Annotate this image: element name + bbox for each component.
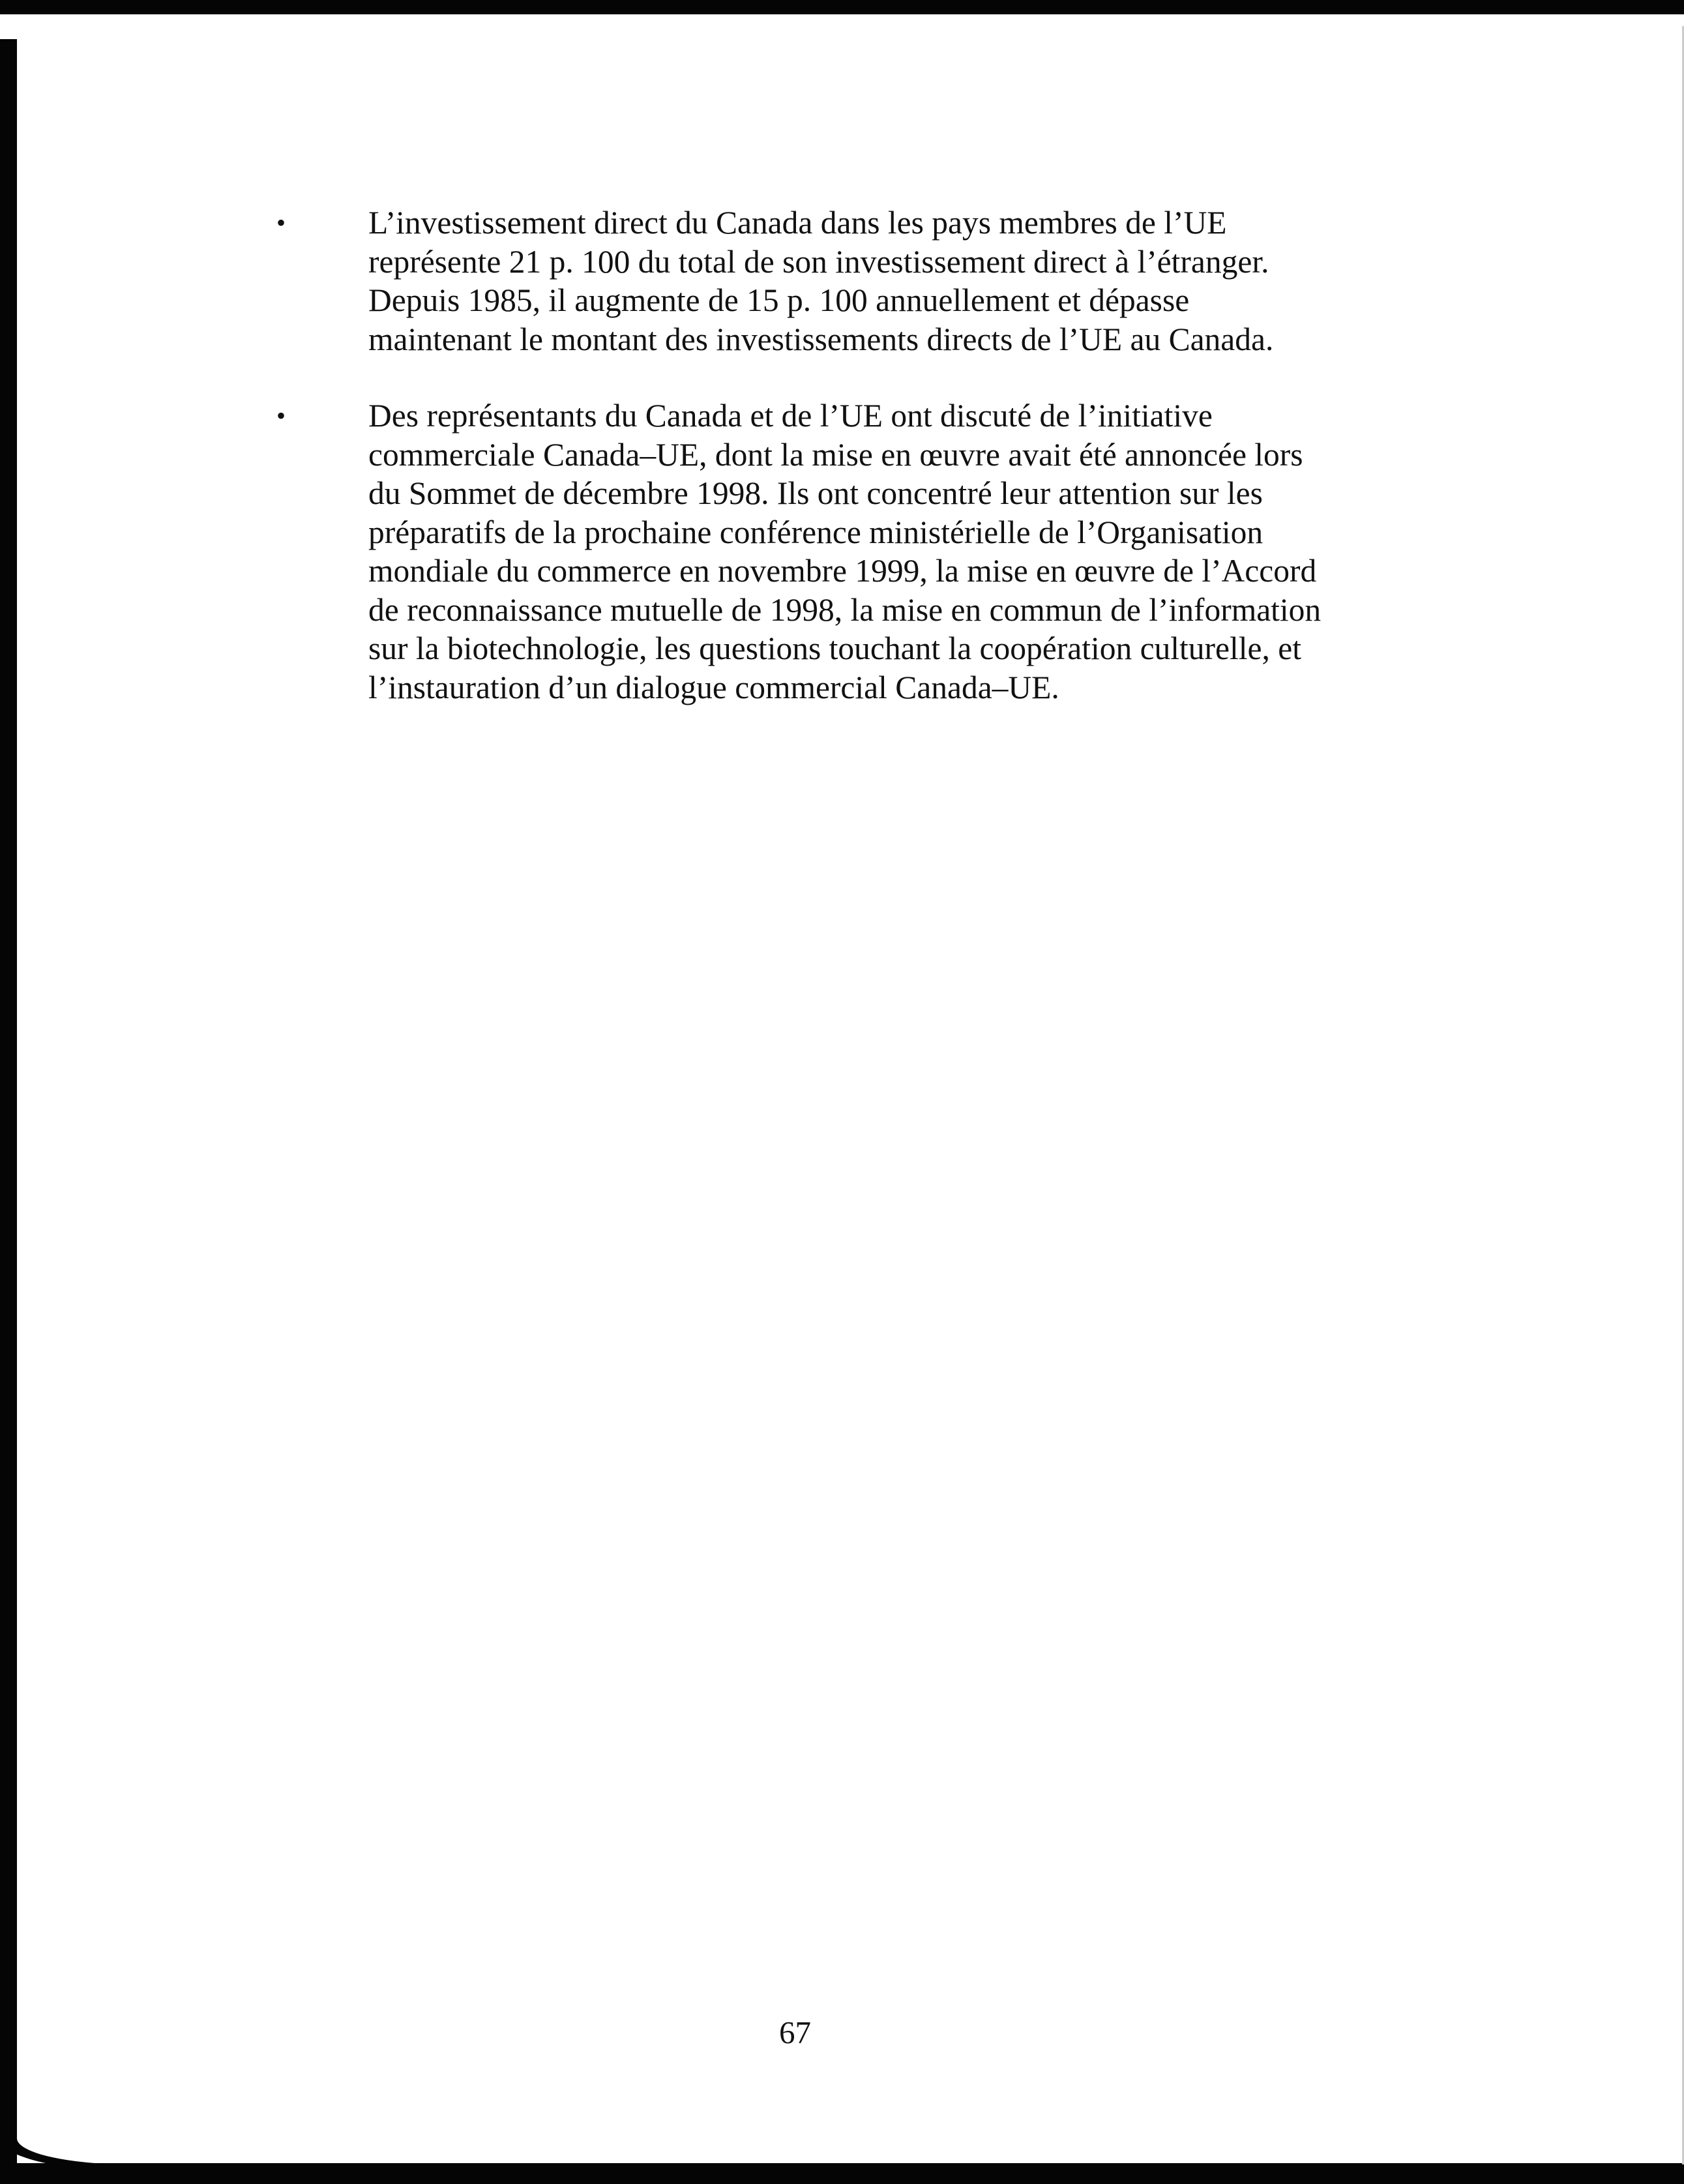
document-body — [276, 203, 1398, 745]
text-line: du Sommet de décembre 1998. Ils ont concentré leur attention sur les — [368, 475, 1263, 511]
text-line: commerciale Canada–UE, dont la mise en œuvre avait été annoncée lors — [368, 436, 1303, 473]
text-line: maintenant le montant des investissements directs de l’UE au Canada. — [368, 321, 1274, 357]
text-line: préparatifs de la prochaine conférence ministérielle de l’Organisation — [368, 514, 1263, 550]
page-number: 67 — [779, 2014, 811, 2050]
bullet-item-trade-initiative — [276, 396, 1398, 707]
text-line: sur la biotechnologie, les questions touchant la coopération culturelle, et — [368, 630, 1301, 666]
bullet-item-investment — [276, 203, 1398, 359]
bullet-marker: • — [276, 208, 286, 237]
text-line: Depuis 1985, il augmente de 15 p. 100 annuellement et dépasse — [368, 282, 1190, 318]
scan-edge-left — [0, 39, 17, 2171]
scan-edge-bottom — [0, 2163, 1684, 2184]
text-line: L’investissement direct du Canada dans les pays membres de l’UE — [368, 205, 1227, 241]
text-line: Des représentants du Canada et de l’UE ont discuté de l’initiative — [368, 398, 1213, 434]
scan-edge-top — [0, 0, 1684, 14]
bullet-marker: • — [276, 401, 286, 430]
text-line: de reconnaissance mutuelle de 1998, la mise en commun de l’information — [368, 591, 1322, 628]
text-line: l’instauration d’un dialogue commercial Canada–UE. — [368, 669, 1059, 705]
text-line: mondiale du commerce en novembre 1999, la mise en œuvre de l’Accord — [368, 553, 1317, 589]
text-line: représente 21 p. 100 du total de son investissement direct à l’étranger. — [368, 243, 1269, 280]
